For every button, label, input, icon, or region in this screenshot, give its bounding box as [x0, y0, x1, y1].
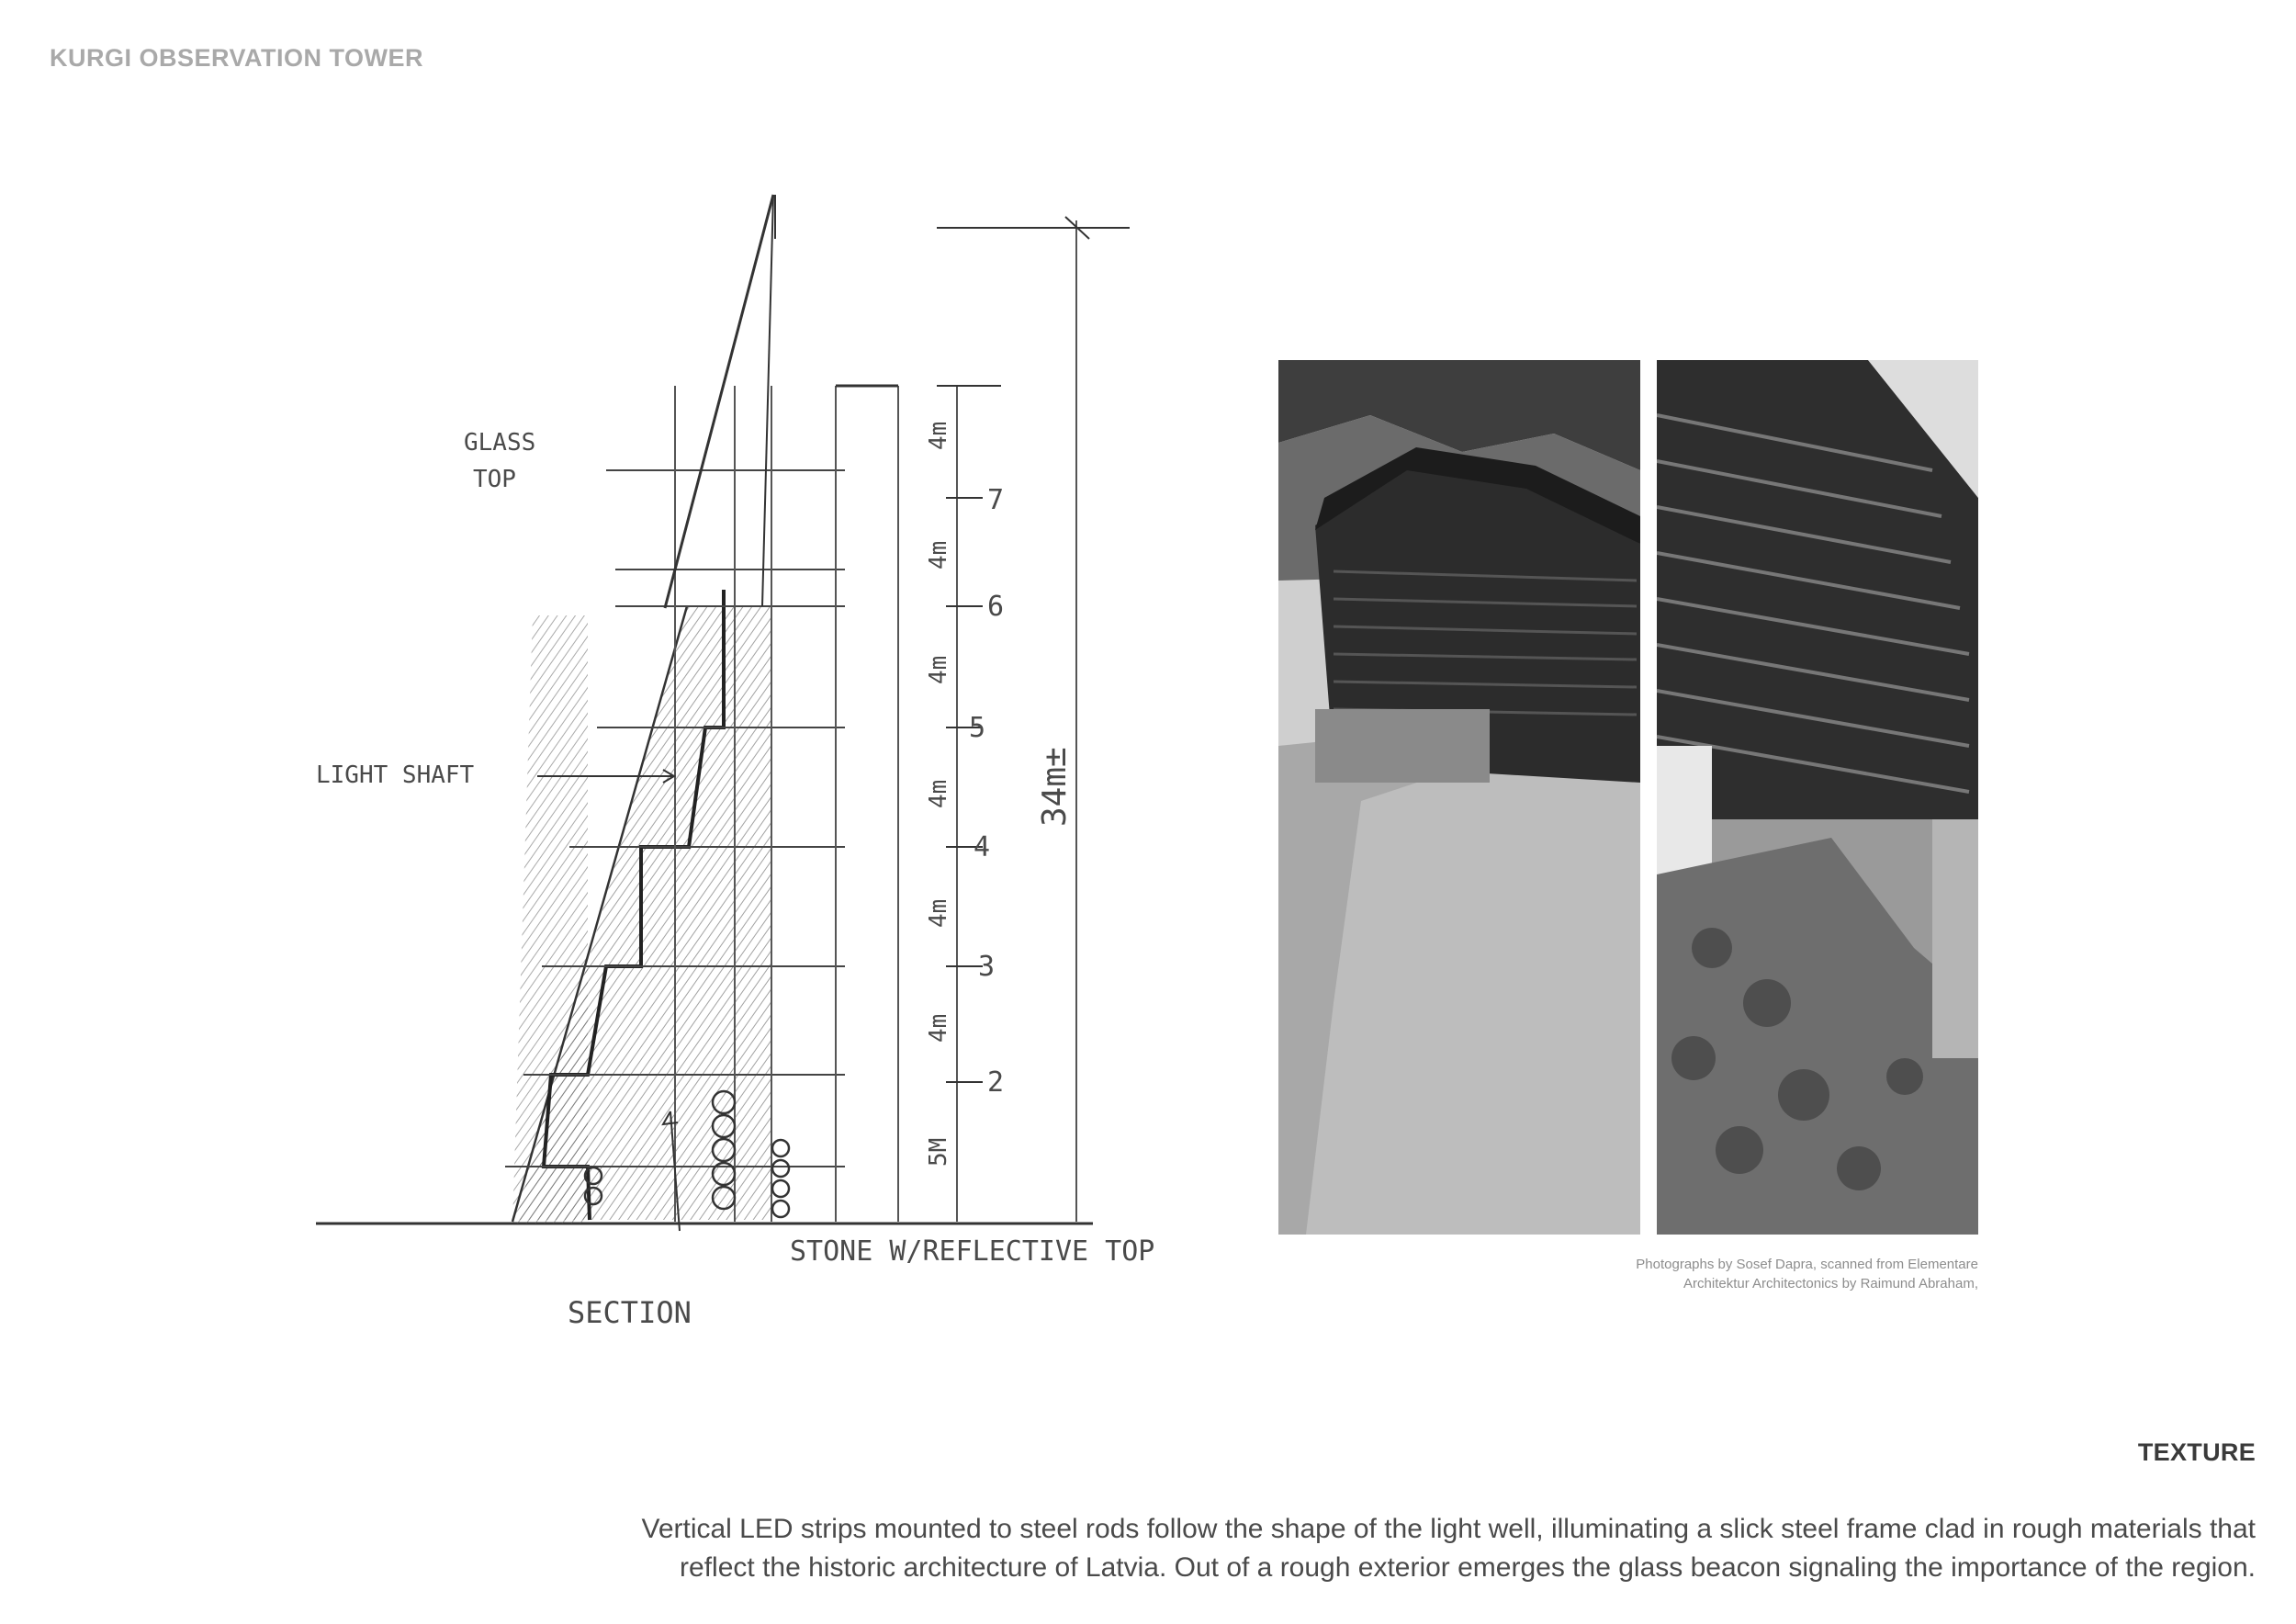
barn-photo-right — [1657, 360, 1978, 1235]
description-line: reflect the historic architecture of Latvia. Out of a rough exterior emerges the glass beacon signaling the importance of the region. — [680, 1552, 2256, 1583]
description-line: Vertical LED strips mounted to steel rods follow the shape of the light well, illuminating a slick steel frame clad in rough materials that — [641, 1514, 2256, 1544]
level-label: 3 — [978, 951, 996, 983]
barn-photo-left — [1278, 360, 1640, 1235]
label-light-shaft: LIGHT SHAFT — [316, 761, 475, 789]
level-label: 6 — [987, 591, 1005, 623]
spacing-label: 5M — [925, 1137, 952, 1167]
label-glass-top: GLASS — [464, 429, 536, 457]
level-label: 5 — [969, 712, 986, 744]
level-label: 4 — [974, 831, 991, 863]
caption-line: Architektur Architectonics by Raimund Abraham, — [1683, 1276, 1978, 1291]
label-stone: STONE W/REFLECTIVE TOP — [790, 1235, 1155, 1268]
barn-photo-left-image — [1278, 360, 1640, 1235]
spacing-label: 4m — [925, 1013, 952, 1043]
photo-caption — [1501, 1255, 1978, 1293]
spacing-label: 4m — [925, 540, 952, 570]
spacing-label: 4m — [925, 779, 952, 808]
label-height: 34m± — [1036, 747, 1074, 827]
barn-photo-right-image — [1657, 360, 1978, 1235]
page-title: KURGI OBSERVATION TOWER — [50, 44, 424, 72]
label-section: SECTION — [568, 1295, 692, 1330]
spacing-label: 4m — [925, 421, 952, 450]
sketch-drawing — [303, 184, 1185, 1359]
mast — [665, 195, 773, 608]
tower-section-sketch — [303, 184, 1185, 1359]
caption-line: Photographs by Sosef Dapra, scanned from Elementare — [1636, 1257, 1978, 1272]
spacing-label: 4m — [925, 898, 952, 928]
section-heading: TEXTURE — [2137, 1438, 2256, 1466]
level-label: 2 — [987, 1066, 1005, 1099]
level-label: 7 — [987, 484, 1005, 516]
label-glass-top-2: TOP — [473, 466, 516, 493]
spacing-label: 4m — [925, 655, 952, 684]
texture-description — [511, 1510, 2256, 1587]
